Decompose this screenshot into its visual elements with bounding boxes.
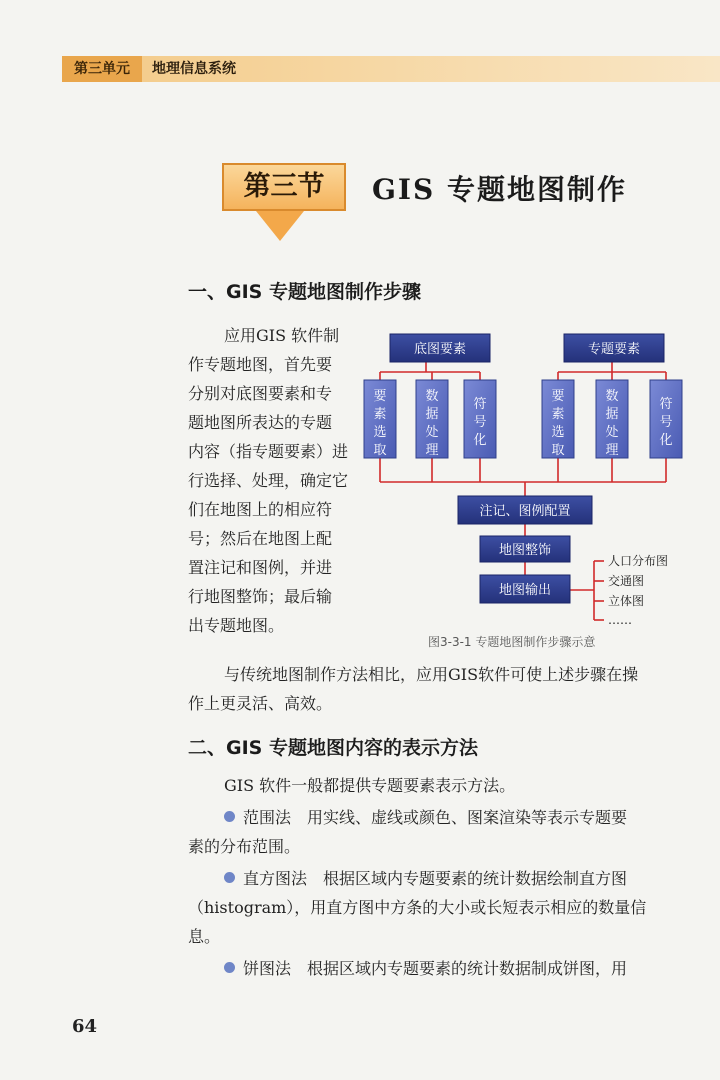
output-type: …… [608,613,632,627]
method-pie-line [188,954,698,983]
step-char: 选 [373,425,387,440]
heading-methods: 二、GIS 专题地图内容的表示方法 [188,737,478,759]
intro-line: 分别对底图要素和专 [188,384,333,403]
section-title: GIS 专题地图制作 [372,173,627,206]
intro-line: 们在地图上的相应符 [188,500,333,519]
step-char: 符 [659,397,673,412]
intro-line: 作专题地图，首先要 [188,355,333,374]
annotation-label: 注记、图例配置 [479,504,571,519]
step-char: 化 [473,433,487,448]
step-char: 据 [425,407,439,422]
step-char: 理 [605,443,619,458]
method-text: 范围法 用实线、虚线或颜色、图案渲染等表示专题要 [243,808,628,827]
base-map-label: 底图要素 [413,342,467,357]
step-char: 号 [473,415,487,430]
section-arrow [256,211,304,241]
heading-steps: 一、GIS 专题地图制作步骤 [188,281,421,303]
intro-line: 置注记和图例，并进 [188,558,333,577]
method-range-line [188,803,698,832]
step-char: 据 [605,407,619,422]
intro-paragraph [188,321,360,640]
step-char: 选 [551,425,565,440]
step-char: 取 [551,443,565,458]
intro-line: 内容（指专题要素）进 [188,442,349,461]
step-char: 要 [551,389,565,404]
intro-line: 号；然后在地图上配 [188,529,333,548]
method-histogram-line: 息。 [188,927,221,946]
intro-line: 出专题地图。 [188,616,285,635]
output-label: 地图输出 [498,583,552,598]
step-char: 号 [659,415,673,430]
comparison-paragraph [188,660,698,718]
bullet-icon [224,872,235,883]
section-label: 第三节 [222,163,346,211]
step-char: 化 [659,433,673,448]
method-range-line: 素的分布范围。 [188,837,301,856]
bullet-icon [224,962,235,973]
step-char: 素 [551,407,565,422]
method-text: 饼图法 根据区域内专题要素的统计数据制成饼图，用 [243,959,628,978]
para-line: 作上更灵活、高效。 [188,694,333,713]
output-type: 交通图 [608,574,645,588]
methods-intro: GIS 软件一般都提供专题要素表示方法。 [224,776,516,795]
method-histogram-line: （histogram），用直方图中方条的大小或长短表示相应的数量信 [188,898,647,917]
step-char: 取 [373,443,387,458]
output-type: 立体图 [608,594,645,608]
step-char: 理 [425,443,439,458]
step-char: 处 [425,425,439,440]
output-type: 人口分布图 [608,554,669,568]
intro-line: 应用GIS 软件制 [224,326,340,345]
unit-title: 地理信息系统 [152,61,236,77]
thematic-label: 专题要素 [587,342,641,357]
step-char: 数 [605,389,619,404]
page-number: 64 [72,1016,98,1037]
step-char: 素 [373,407,387,422]
method-histogram-line [188,864,698,893]
unit-label: 第三单元 [62,56,142,82]
bullet-icon [224,811,235,822]
methods-section [188,771,698,983]
step-char: 要 [373,389,387,404]
step-char: 符 [473,397,487,412]
intro-line: 题地图所表达的专题 [188,413,333,432]
intro-line: 行地图整饰；最后输 [188,587,333,606]
method-text: 直方图法 根据区域内专题要素的统计数据绘制直方图 [243,869,628,888]
step-char: 数 [425,389,439,404]
figure-caption: 图3-3-1 专题地图制作步骤示意 [428,635,596,649]
intro-line: 行选择、处理，确定它 [188,471,349,490]
workflow-diagram [360,330,695,630]
para-line: 与传统地图制作方法相比，应用GIS软件可使上述步骤在操 [224,665,639,684]
decoration-label: 地图整饰 [498,543,552,558]
step-char: 处 [605,425,619,440]
